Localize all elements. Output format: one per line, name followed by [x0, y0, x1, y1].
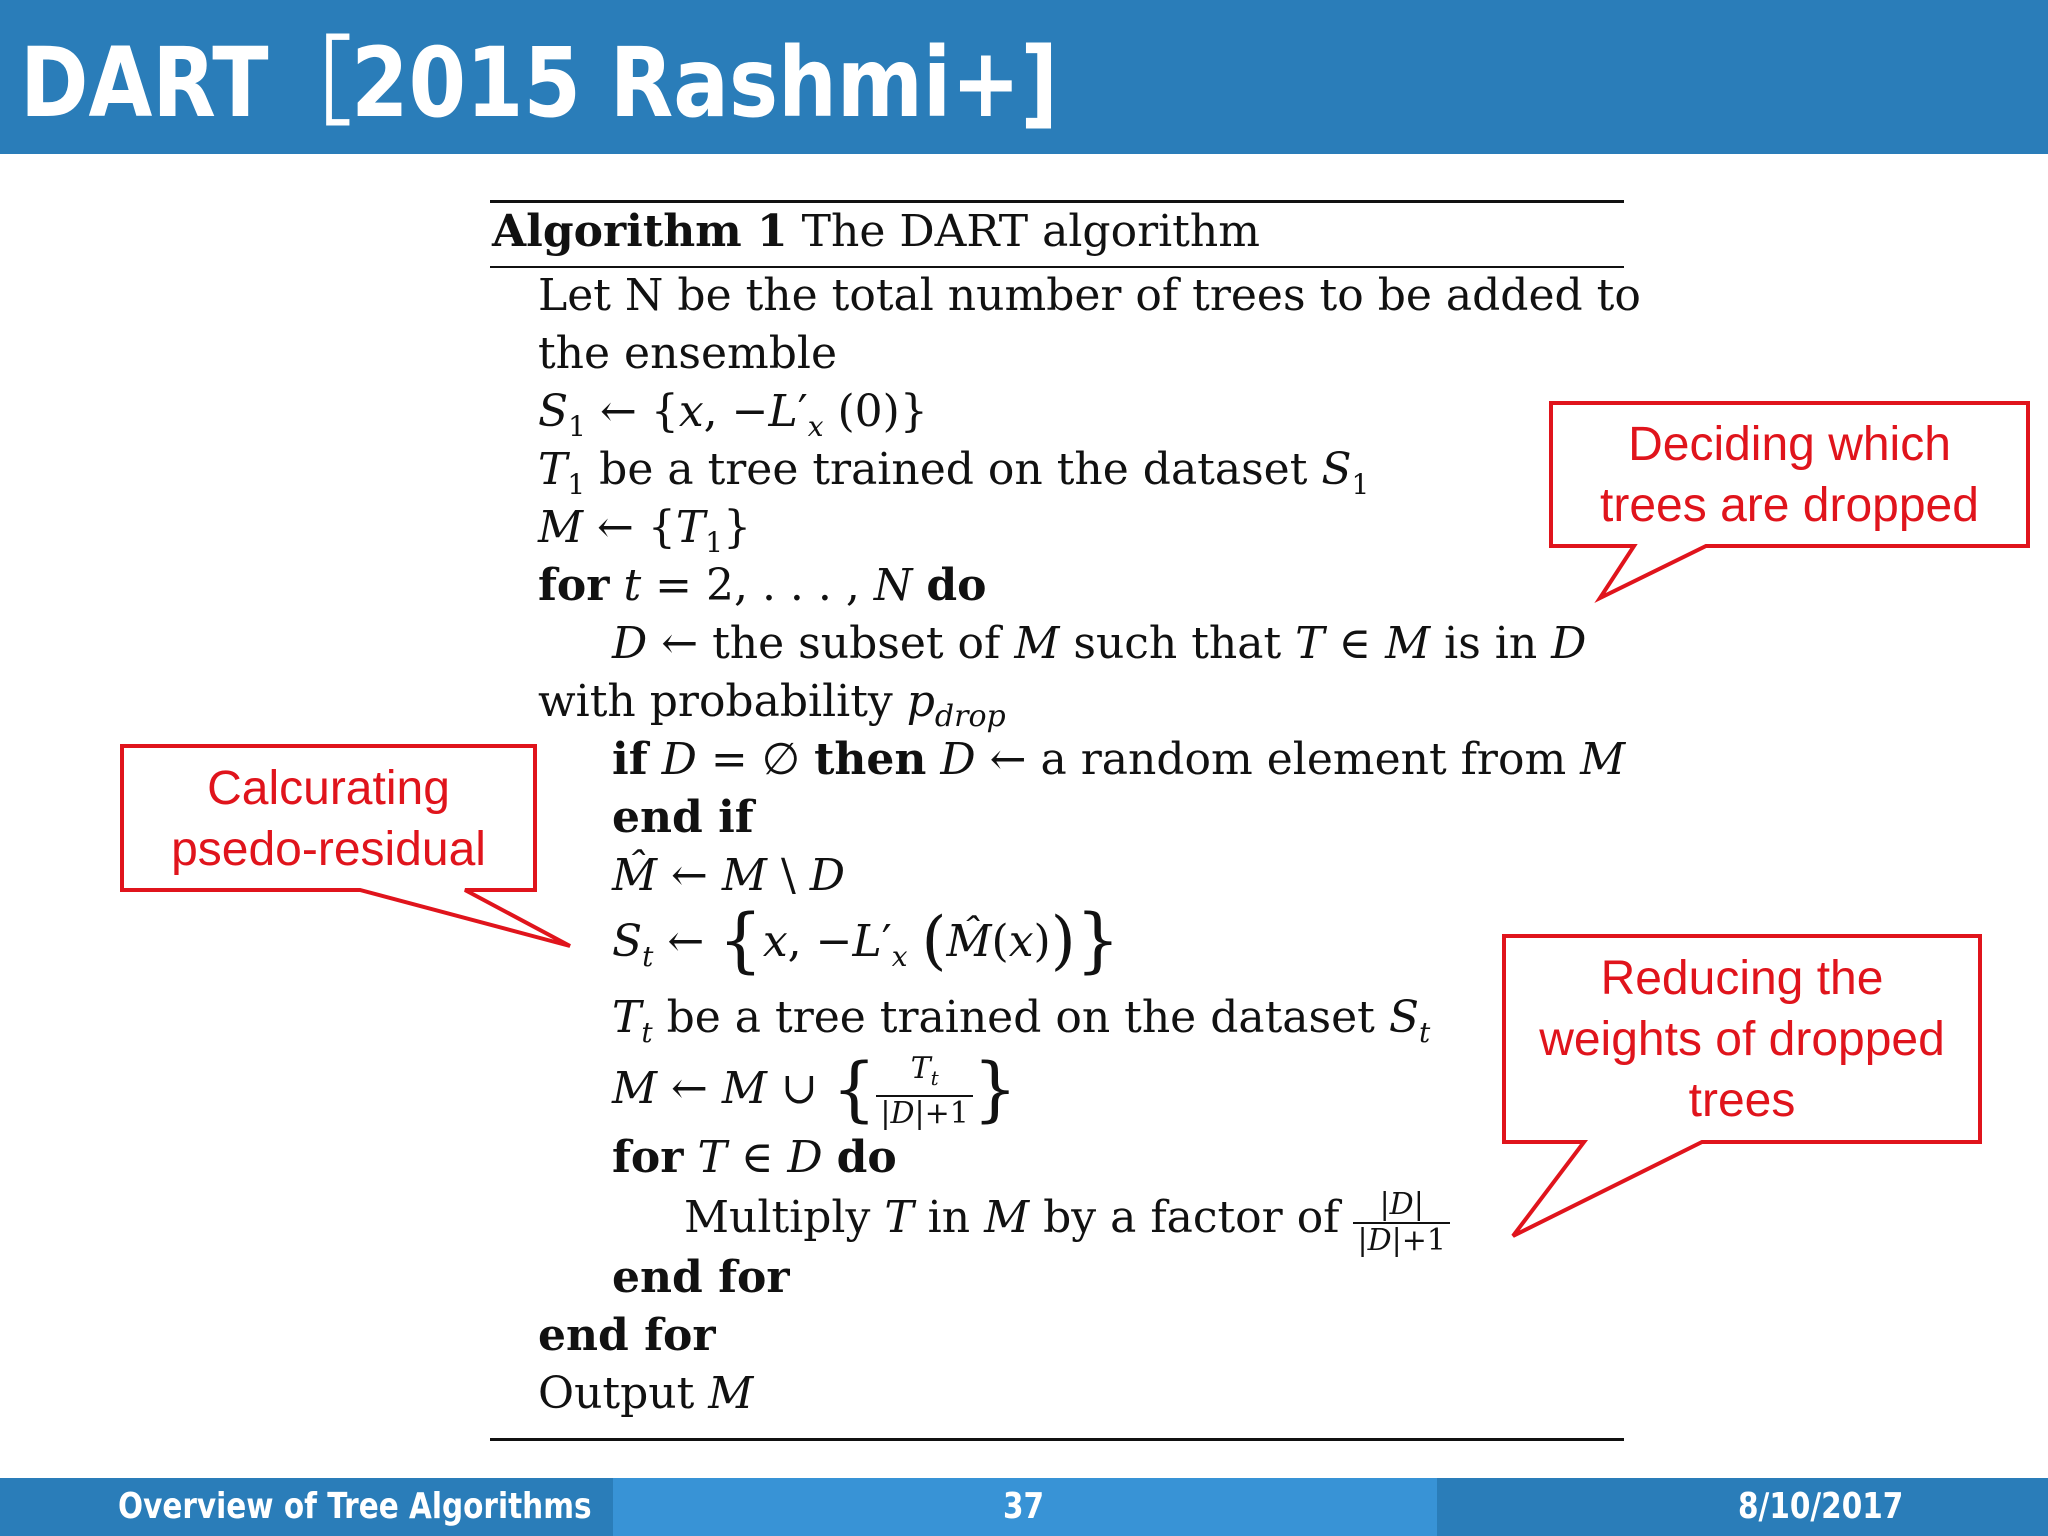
callout-dropped-line-2: trees are dropped: [1600, 479, 1979, 532]
algo-line-1: Let N be the total number of trees to be added to: [538, 270, 1641, 321]
algo-line-9: if D = ∅ then D ← a random element from M: [612, 734, 1626, 785]
algo-line-12: $S_t$ ← {x, $-L'_x$ (M̂(x))}: [612, 899, 1121, 981]
algo-line-14: M ← M ∪ { $\frac{T_t}{|D|+1}$ }: [612, 1048, 1018, 1131]
algorithm-number: Algorithm 1: [492, 206, 788, 257]
callout-weights-line-2: weights of dropped: [1539, 1013, 1945, 1066]
footer: [0, 1478, 2048, 1536]
footer-presentation-title: Overview of Tree Algorithms: [118, 1486, 592, 1527]
slide-title: DART［2015 Rashmi+]: [20, 27, 1059, 139]
algo-line-16: Multiply T in M by a factor of $\frac{|D|}{|D|+1}$: [684, 1188, 1450, 1258]
footer-page-number: 37: [1003, 1486, 1045, 1527]
callout-dropped-line-1: Deciding which: [1628, 418, 1951, 471]
callout-weights-text: [1504, 948, 1980, 1131]
callout-residual-line-2: psedo-residual: [171, 823, 486, 876]
algo-line-15: for T ∈ D do: [612, 1132, 897, 1183]
callout-residual-line-1: Calcurating: [207, 762, 450, 815]
algo-line-4: $T_1$ be a tree trained on the dataset $S_1$: [538, 444, 1370, 501]
callout-dropped-text: [1551, 414, 2028, 536]
callout-weights-line-1: Reducing the: [1600, 952, 1884, 1005]
algo-line-6: for t = 2, . . . , N do: [538, 560, 987, 611]
callout-residual-text: [122, 758, 535, 880]
algo-line-5: M ← $\{T_1\}$: [538, 502, 752, 559]
algo-line-7: D ← the subset of M such that T ∈ M is in D: [612, 618, 1587, 669]
algo-line-11: M̂ ← M \ D: [612, 850, 846, 901]
algo-line-3: $S_1$ ← {x, $-L'_x$ (0)}: [538, 386, 928, 443]
algo-line-10: end if: [612, 792, 754, 843]
algo-line-17: end for: [612, 1252, 790, 1303]
algo-line-13: $T_t$ be a tree trained on the dataset $S_t$: [612, 992, 1431, 1049]
algo-line-18: end for: [538, 1310, 716, 1361]
algo-line-19: Output M: [538, 1368, 754, 1419]
algorithm-name: The DART algorithm: [787, 206, 1260, 257]
algo-line-2: the ensemble: [538, 328, 838, 379]
callout-weights-line-3: trees: [1688, 1074, 1796, 1127]
footer-date: 8/10/2017: [1738, 1486, 1904, 1527]
algo-line-8: with probability $p_{drop}$: [538, 676, 1006, 734]
